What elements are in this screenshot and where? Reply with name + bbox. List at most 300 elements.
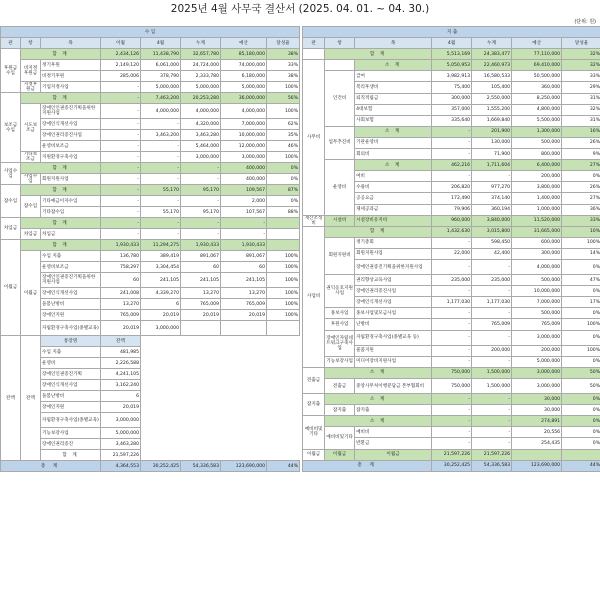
cell: - xyxy=(101,119,141,130)
cell: 13,270 xyxy=(181,288,221,299)
cell: 100% xyxy=(267,104,300,119)
cell: 0% xyxy=(267,196,300,207)
cell: 765,009 xyxy=(472,319,512,330)
cell: 10,000,000 xyxy=(221,130,267,141)
group-label: 잔액 xyxy=(1,336,21,461)
cell: 3,800,000 xyxy=(512,182,562,193)
cell: - xyxy=(432,345,472,356)
cell: 3,982,913 xyxy=(432,71,472,82)
cell xyxy=(562,449,600,460)
cell: 977,270 xyxy=(472,182,512,193)
group-label: 이월금 xyxy=(1,240,21,336)
cell: 500,000 xyxy=(512,137,562,148)
subtotal-label: 합 계 xyxy=(325,49,432,60)
cell: 30,000 xyxy=(512,394,562,405)
group-label: 잡수입 xyxy=(1,185,21,218)
cell: 0% xyxy=(267,163,300,174)
cell xyxy=(267,218,300,229)
mok-label: 돌봄난방비 xyxy=(41,299,101,310)
expense-column-headers xyxy=(303,38,600,49)
mok-label: 장애인지원 xyxy=(41,402,101,413)
mok-label: 기능보강사업 xyxy=(41,428,101,439)
cell: 38% xyxy=(267,49,300,60)
table-row xyxy=(303,319,600,330)
hang-label: 기능보강사업 xyxy=(325,356,355,367)
cell: 12,000,000 xyxy=(221,141,267,152)
cell: 1,500,000 xyxy=(472,367,512,378)
cell: 5,050,953 xyxy=(432,60,472,71)
table-row xyxy=(303,427,600,438)
table-row xyxy=(303,215,600,226)
cell: 241,105 xyxy=(221,273,267,288)
cell: - xyxy=(472,330,512,345)
cell: 55,170 xyxy=(141,207,181,218)
cell: 7,000,000 xyxy=(221,119,267,130)
table-row xyxy=(303,126,600,137)
cell: 20,019 xyxy=(101,402,141,413)
cell: 3,000,000 xyxy=(512,378,562,393)
cell: 60 xyxy=(181,262,221,273)
cell: - xyxy=(101,207,141,218)
table-row xyxy=(1,288,300,299)
table-row xyxy=(1,450,300,461)
cell: 300,000 xyxy=(512,248,562,259)
mok-label: 기타잡수입 xyxy=(41,207,101,218)
table-row xyxy=(303,275,600,286)
balance-head-account: 통장명 xyxy=(41,336,101,347)
subtotal-label: 합 계 xyxy=(21,240,101,251)
subtotal-label: 합 계 xyxy=(21,93,101,104)
cell: - xyxy=(472,171,512,182)
cell: 32% xyxy=(562,60,600,71)
table-row xyxy=(303,449,600,460)
hang-label: 차입금 xyxy=(21,229,41,240)
cell: 500,000 xyxy=(512,308,562,319)
balance-total-label: 합 계 xyxy=(41,450,101,461)
mok-label: 사회보험 xyxy=(355,115,432,126)
cell: 30,252,425 xyxy=(141,461,181,472)
table-row xyxy=(303,378,600,393)
cell: 32,657,780 xyxy=(181,49,221,60)
cell: 7,463,200 xyxy=(141,93,181,104)
group-label: 재산조성비 xyxy=(303,215,325,226)
cell: 20,253,280 xyxy=(181,93,221,104)
cell: 2,333,780 xyxy=(181,71,221,82)
cell: - xyxy=(432,356,472,367)
hang-label: 전출금 xyxy=(325,378,355,393)
cell: 100% xyxy=(267,288,300,299)
cell: 206,820 xyxy=(432,182,472,193)
cell: 4,000,000 xyxy=(141,104,181,119)
income-table xyxy=(0,26,300,472)
table-row xyxy=(1,163,300,174)
subtotal-label: 소 계 xyxy=(355,160,432,171)
cell: 241,105 xyxy=(181,273,221,288)
cell: - xyxy=(472,286,512,297)
cell: - xyxy=(141,196,181,207)
col-april: 4월 xyxy=(432,38,472,49)
table-row xyxy=(1,428,300,439)
mok-label: 4대보험 xyxy=(355,104,432,115)
hang-label: 홍보사업 xyxy=(325,308,355,319)
cell: - xyxy=(432,394,472,405)
col-hang: 항 xyxy=(325,38,355,49)
cell: 3,000,000 xyxy=(141,321,181,336)
hang-label: 장애인자립네트워크구축사업 xyxy=(325,330,355,356)
cell: - xyxy=(472,356,512,367)
cell: 241,105 xyxy=(141,273,181,288)
cell: 3,463,280 xyxy=(181,130,221,141)
col-gwan: 관 xyxy=(303,38,325,49)
mok-label: 복리후생비 xyxy=(355,82,432,93)
cell: 33% xyxy=(267,60,300,71)
mok-label: 장애인권리증진사업 xyxy=(41,130,101,141)
mok-label: 반환금 xyxy=(355,438,432,449)
hang-label: 회원지원비 xyxy=(325,237,355,274)
cell: 22,460,973 xyxy=(472,60,512,71)
cell: - xyxy=(101,196,141,207)
cell: 357,000 xyxy=(432,104,472,115)
mok-label: 자립환경구축사업(종별교육) xyxy=(41,413,101,428)
subtotal-label: 합 계 xyxy=(21,163,101,174)
cell xyxy=(267,240,300,251)
cell: 6,180,000 xyxy=(221,71,267,82)
subtotal-label: 소 계 xyxy=(355,60,432,71)
hang-label: 이월금 xyxy=(325,449,355,460)
cell: 500,000 xyxy=(512,275,562,286)
mok-label: 자립환경구축사업(종별교육) xyxy=(41,321,101,336)
group-label: 예비비및기타 xyxy=(303,416,325,449)
cell: 4,800,000 xyxy=(512,104,562,115)
cell: 3,840,000 xyxy=(472,215,512,226)
cell: 50% xyxy=(562,367,600,378)
cell: 765,009 xyxy=(512,319,562,330)
cell: 1,177,030 xyxy=(472,297,512,308)
cell: 10% xyxy=(562,226,600,237)
unit-label: (단위: 원) xyxy=(574,19,596,25)
table-row xyxy=(303,160,600,171)
cell: - xyxy=(432,427,472,438)
table-row xyxy=(303,367,600,378)
cell: 21,597,226 xyxy=(472,449,512,460)
cell: 29% xyxy=(562,82,600,93)
cell: 5,000,000 xyxy=(512,356,562,367)
mok-label: 수용비 xyxy=(355,182,432,193)
cell: 85,180,000 xyxy=(221,49,267,60)
cell: 3,015,800 xyxy=(472,226,512,237)
table-row xyxy=(303,394,600,405)
cell: - xyxy=(472,438,512,449)
cell: 16% xyxy=(562,126,600,137)
cell: 100% xyxy=(267,251,300,262)
cell: 11,438,790 xyxy=(141,49,181,60)
cell: 0% xyxy=(562,394,600,405)
cell: 1,432,630 xyxy=(432,226,472,237)
cell: - xyxy=(101,82,141,93)
mok-label: 수입 지출 xyxy=(41,251,101,262)
cell: - xyxy=(101,93,141,104)
cell: 3,000,000 xyxy=(512,330,562,345)
cell: - xyxy=(432,416,472,427)
cell: - xyxy=(432,330,472,345)
subtotal-label: 소 계 xyxy=(325,367,432,378)
cell: 254,435 xyxy=(512,438,562,449)
cell: 3,463,280 xyxy=(101,439,141,450)
cell: - xyxy=(432,319,472,330)
cell: 31% xyxy=(562,115,600,126)
cell: 0% xyxy=(562,259,600,274)
cell: 32% xyxy=(562,49,600,60)
mok-label: 운영비 xyxy=(41,358,101,369)
cell: 6 xyxy=(101,391,141,402)
cell: 1,500,000 xyxy=(472,378,512,393)
cell: - xyxy=(472,394,512,405)
cell: - xyxy=(101,104,141,119)
table-row xyxy=(1,369,300,380)
mok-label: 장애인식개선사업 xyxy=(355,297,432,308)
cell: 69,410,000 xyxy=(512,60,562,71)
mok-label: 제세공과금 xyxy=(355,204,432,215)
cell: 31,665,000 xyxy=(512,226,562,237)
cell: 3,304,454 xyxy=(141,262,181,273)
cell: 30,000 xyxy=(512,405,562,416)
mok-label: 권리향상교육사업 xyxy=(355,275,432,286)
cell: 33% xyxy=(562,71,600,82)
mok-label: 장애인식개선사업 xyxy=(41,380,101,391)
mok-label: 난방비 xyxy=(355,319,432,330)
cell: 100% xyxy=(562,345,600,356)
cell: - xyxy=(181,229,221,240)
cell: 274,891 xyxy=(512,416,562,427)
cell: 600,000 xyxy=(512,237,562,248)
cell: 4,241,105 xyxy=(101,369,141,380)
cell: - xyxy=(221,229,267,240)
cell: 71,900 xyxy=(472,149,512,160)
cell: 21,597,226 xyxy=(432,449,472,460)
col-rate: 달성율 xyxy=(562,38,600,49)
cell: 79,906 xyxy=(432,204,472,215)
cell: 27% xyxy=(562,160,600,171)
table-row xyxy=(303,356,600,367)
cell: 300,000 xyxy=(432,93,472,104)
table-row xyxy=(1,240,300,251)
cell: 20,019 xyxy=(101,321,141,336)
cell: 47% xyxy=(562,275,600,286)
cell: 31% xyxy=(562,93,600,104)
mok-label: 기관운영비 xyxy=(355,137,432,148)
cell: 1,711,604 xyxy=(472,160,512,171)
mok-label: 예비비 xyxy=(355,427,432,438)
cell: 35% xyxy=(267,130,300,141)
cell: 5,000,000 xyxy=(141,82,181,93)
cell: - xyxy=(101,130,141,141)
cell: - xyxy=(432,405,472,416)
cell: 95,170 xyxy=(181,207,221,218)
cell: 9% xyxy=(562,149,600,160)
cell: - xyxy=(141,229,181,240)
cell: 88% xyxy=(267,207,300,218)
cell: 1,400,000 xyxy=(512,193,562,204)
total-label: 총 계 xyxy=(303,460,432,471)
cell: 13,270 xyxy=(101,299,141,310)
subtotal-label: 소 계 xyxy=(325,416,432,427)
hang-label: 비지정후원금 xyxy=(21,60,41,82)
total-row xyxy=(303,460,600,471)
table-row xyxy=(303,330,600,345)
cell: - xyxy=(221,218,267,229)
cell: 60 xyxy=(101,273,141,288)
mok-label: 여비 xyxy=(355,171,432,182)
mok-label: 잡지출 xyxy=(355,405,432,416)
hang-label: 사업수입 xyxy=(21,174,41,185)
table-row xyxy=(1,358,300,369)
cell: 200,000 xyxy=(512,171,562,182)
cell: 758,297 xyxy=(101,262,141,273)
cell: 3,000,000 xyxy=(221,152,267,163)
mok-label: 수입 지출 xyxy=(41,347,101,358)
mok-label: 퇴직적립금 xyxy=(355,93,432,104)
cell xyxy=(267,321,300,336)
group-label: 후원금수입 xyxy=(1,49,21,93)
cell: 50,500,000 xyxy=(512,71,562,82)
table-row xyxy=(1,262,300,273)
page-title: 2025년 4월 사무국 결산서 (2025. 04. 01. ~ 04. 30.) xyxy=(170,3,430,15)
cell: 26% xyxy=(562,137,600,148)
table-row xyxy=(303,405,600,416)
cell: - xyxy=(101,174,141,185)
cell: 74,000,000 xyxy=(221,60,267,71)
cell: 360,194 xyxy=(472,204,512,215)
cell: - xyxy=(101,218,141,229)
cell: 335,640 xyxy=(432,115,472,126)
mok-label: 장애인권리증진 xyxy=(41,439,101,450)
cell: 6,061,000 xyxy=(141,60,181,71)
cell: 5,000,000 xyxy=(181,82,221,93)
mok-label: 돌봄난방비 xyxy=(41,391,101,402)
table-row xyxy=(1,310,300,321)
mok-label: 장애인인권증진기획을위한지원사업 xyxy=(41,104,101,119)
cell: 1,930,433 xyxy=(101,240,141,251)
cell: 20,019 xyxy=(181,310,221,321)
cell: 4,364,553 xyxy=(101,461,141,472)
mok-label: 회의비 xyxy=(355,149,432,160)
cell: 400,000 xyxy=(221,163,267,174)
mok-label: 차입금 xyxy=(41,229,101,240)
cell: - xyxy=(472,308,512,319)
cell: 5,000,000 xyxy=(101,428,141,439)
mok-label: 장애인인권증진기획을위한지원사업 xyxy=(41,273,101,288)
cell: 7,000,000 xyxy=(512,297,562,308)
group-label: 전출금 xyxy=(303,367,325,393)
hang-label: 시설비 xyxy=(325,215,355,226)
cell: 42,400 xyxy=(472,248,512,259)
cell: 5,464,000 xyxy=(181,141,221,152)
cell: - xyxy=(101,163,141,174)
cell: 38% xyxy=(267,71,300,82)
cell: 765,009 xyxy=(101,310,141,321)
cell: 10,000,000 xyxy=(512,286,562,297)
cell: 20,556 xyxy=(512,427,562,438)
cell: 13,270 xyxy=(221,288,267,299)
mok-label: 기타예금이자수입 xyxy=(41,196,101,207)
table-row xyxy=(303,237,600,248)
table-row xyxy=(303,60,600,71)
col-mok: 목 xyxy=(355,38,432,49)
total-label: 총 계 xyxy=(1,461,101,472)
cell: 20,019 xyxy=(141,310,181,321)
cell: 0% xyxy=(562,308,600,319)
mok-label: 회원지원사업 xyxy=(41,174,101,185)
cell: 20,019 xyxy=(221,310,267,321)
cell: 4,339,270 xyxy=(141,288,181,299)
cell: 241,008 xyxy=(101,288,141,299)
cell: 100% xyxy=(267,310,300,321)
hang-label: 잡수입 xyxy=(21,196,41,218)
cell: 200,000 xyxy=(472,345,512,356)
col-gwan: 관 xyxy=(1,38,21,49)
col-april: 4월 xyxy=(141,38,181,49)
cell: 4,000,000 xyxy=(221,104,267,119)
table-row xyxy=(1,93,300,104)
hang-label: 예비비및기타 xyxy=(325,427,355,449)
cell: - xyxy=(101,229,141,240)
cell: - xyxy=(101,185,141,196)
cell: - xyxy=(472,416,512,427)
mok-label: 중앙사무처이행분담금 본부협회비 xyxy=(355,378,432,393)
group-label: 사업비 xyxy=(303,226,325,367)
cell: 0% xyxy=(562,416,600,427)
table-row xyxy=(1,439,300,450)
cell: 389,419 xyxy=(141,251,181,262)
cell: 800,000 xyxy=(512,149,562,160)
mok-label: 미디어장비지원사업 xyxy=(355,356,432,367)
cell: 0% xyxy=(562,438,600,449)
cell: 235,000 xyxy=(432,275,472,286)
mok-label: 시설장비유지비 xyxy=(355,215,432,226)
cell: 21,597,226 xyxy=(101,450,141,461)
hang-label: 권익옹호지원사업 xyxy=(325,275,355,308)
mok-label: 자립환경구축사업(종별교육 등) xyxy=(355,330,432,345)
cell: 32% xyxy=(562,104,600,115)
cell: - xyxy=(432,259,472,274)
cell: - xyxy=(472,259,512,274)
hang-label: 잡지출 xyxy=(325,405,355,416)
cell: 75,400 xyxy=(432,82,472,93)
mok-label: 장애인식개선사업 xyxy=(41,288,101,299)
cell: - xyxy=(181,196,221,207)
table-row xyxy=(1,251,300,262)
cell: 765,009 xyxy=(181,299,221,310)
cell: 1,177,030 xyxy=(432,297,472,308)
table-row xyxy=(1,174,300,185)
subtotal-label: 합 계 xyxy=(21,218,101,229)
cell: 44% xyxy=(267,461,300,472)
cell: 5,513,169 xyxy=(432,49,472,60)
table-row xyxy=(303,226,600,237)
cell xyxy=(267,229,300,240)
cell: 3,162,240 xyxy=(101,380,141,391)
table-row xyxy=(1,336,300,347)
table-row xyxy=(1,321,300,336)
cell: 100% xyxy=(267,273,300,288)
table-row xyxy=(1,60,300,71)
cell: - xyxy=(432,149,472,160)
cell: 1,300,000 xyxy=(512,126,562,137)
cell: 55,170 xyxy=(141,185,181,196)
table-row xyxy=(1,391,300,402)
cell: 62% xyxy=(267,119,300,130)
cell: - xyxy=(432,308,472,319)
